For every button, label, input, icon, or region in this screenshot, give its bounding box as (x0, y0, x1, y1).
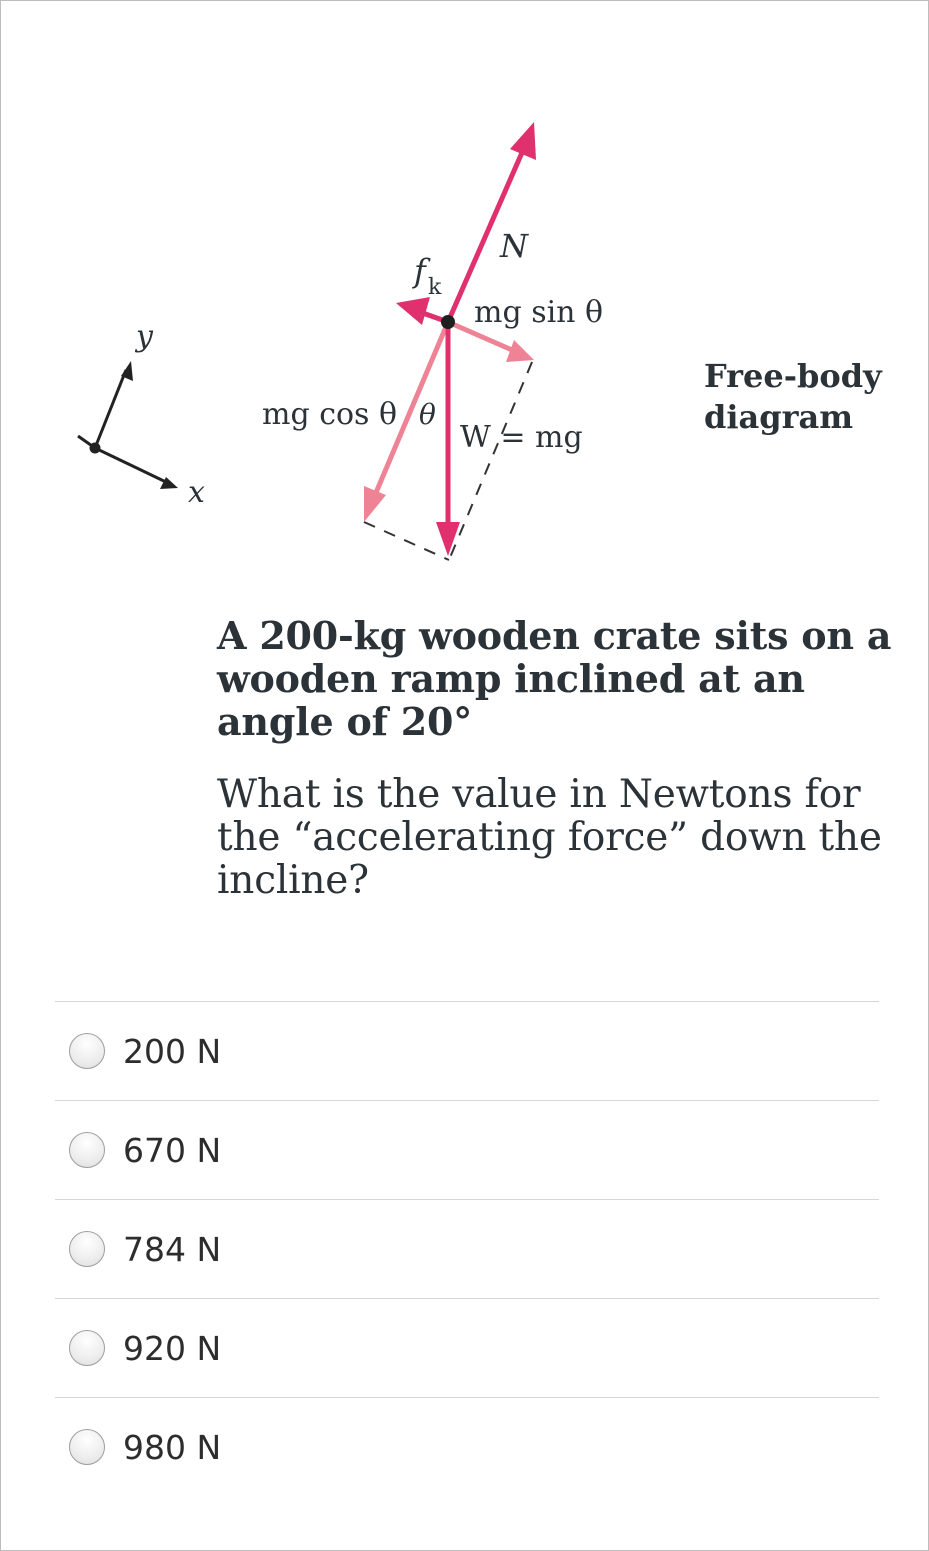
weight-arrow (436, 322, 460, 556)
weight-label: W = mg (460, 420, 583, 455)
answer-option-200n[interactable] (55, 1001, 879, 1100)
answer-option-784n[interactable] (55, 1199, 879, 1298)
answer-option-670n[interactable] (55, 1100, 879, 1199)
radio-button[interactable] (69, 1033, 105, 1069)
friction-force-arrow (396, 297, 448, 325)
free-body-diagram (0, 0, 929, 600)
radio-button[interactable] (69, 1429, 105, 1465)
y-axis-label: y (136, 319, 153, 354)
question-text: What is the value in Newtons for the “accelerating force” down the incline? (217, 772, 882, 903)
radio-button[interactable] (69, 1231, 105, 1267)
option-label: 200 N (123, 1031, 222, 1071)
radio-button[interactable] (69, 1330, 105, 1366)
normal-force-arrow (448, 122, 536, 322)
coordinate-axes (78, 361, 178, 489)
friction-label: f (414, 252, 426, 290)
diagram-caption-line2: diagram (704, 398, 854, 436)
mg-sin-theta-label: mg sin θ (474, 295, 604, 330)
answer-options (55, 1001, 879, 1496)
option-label: 784 N (123, 1229, 222, 1269)
diagram-caption-line1: Free-body (704, 357, 882, 395)
answer-option-980n[interactable] (55, 1397, 879, 1496)
normal-force-label: N (500, 227, 528, 265)
option-label: 920 N (123, 1328, 222, 1368)
option-label: 670 N (123, 1130, 222, 1170)
answer-option-920n[interactable] (55, 1298, 879, 1397)
question-heading: A 200-kg wooden crate sits on a wooden ramp inclined at an angle of 20° (217, 613, 892, 744)
radio-button[interactable] (69, 1132, 105, 1168)
crate-point (441, 315, 455, 329)
theta-angle-label: θ (419, 398, 436, 431)
friction-label-subscript: k (428, 275, 442, 300)
question-block (217, 614, 897, 902)
x-axis-label: x (188, 475, 205, 510)
mg-cos-theta-label: mg cos θ (262, 397, 398, 432)
option-label: 980 N (123, 1427, 222, 1467)
